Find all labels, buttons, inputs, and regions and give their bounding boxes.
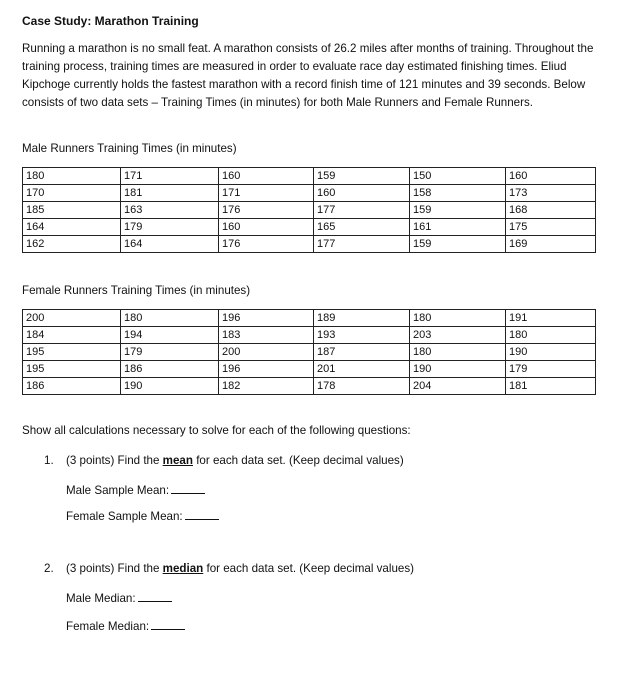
table-cell: 180 xyxy=(121,310,219,327)
table-cell: 203 xyxy=(410,327,506,344)
table-cell: 160 xyxy=(314,185,410,202)
table-cell: 185 xyxy=(23,202,121,219)
table-cell: 180 xyxy=(410,310,506,327)
question-prefix: (3 points) Find the xyxy=(66,562,163,575)
table-cell: 180 xyxy=(23,168,121,185)
table-cell: 191 xyxy=(506,310,596,327)
table-row xyxy=(23,361,596,378)
table-cell: 150 xyxy=(410,168,506,185)
table-cell: 195 xyxy=(23,344,121,361)
answer-blank xyxy=(171,482,205,494)
answer-blank xyxy=(151,618,185,630)
table-row xyxy=(23,344,596,361)
table-cell: 159 xyxy=(410,236,506,253)
answer-blank xyxy=(138,590,172,602)
answer-blank xyxy=(185,508,219,520)
table-cell: 193 xyxy=(314,327,410,344)
table-cell: 183 xyxy=(219,327,314,344)
table-row xyxy=(23,378,596,395)
table-cell: 181 xyxy=(121,185,219,202)
question-keyword: median xyxy=(162,562,204,575)
table-cell: 182 xyxy=(219,378,314,395)
questions-instructions: Show all calculations necessary to solve for each of the following questions: xyxy=(22,424,411,437)
table-cell: 177 xyxy=(314,202,410,219)
question-1 xyxy=(44,454,404,467)
table-row xyxy=(23,185,596,202)
table-row xyxy=(23,236,596,253)
table-cell: 171 xyxy=(219,185,314,202)
question-suffix: for each data set. (Keep decimal values) xyxy=(192,454,404,467)
question-keyword: mean xyxy=(162,454,193,467)
male-mean-answer xyxy=(66,482,205,497)
female-table-caption: Female Runners Training Times (in minutes) xyxy=(22,284,251,297)
male-table-caption: Male Runners Training Times (in minutes) xyxy=(22,142,237,155)
table-cell: 194 xyxy=(121,327,219,344)
table-cell: 187 xyxy=(314,344,410,361)
table-cell: 196 xyxy=(219,361,314,378)
table-cell: 190 xyxy=(410,361,506,378)
table-cell: 164 xyxy=(23,219,121,236)
answer-label: Female Median: xyxy=(66,620,150,633)
female-median-answer xyxy=(66,618,185,633)
female-times-table xyxy=(22,309,596,395)
table-cell: 162 xyxy=(23,236,121,253)
table-row xyxy=(23,202,596,219)
table-cell: 186 xyxy=(121,361,219,378)
table-row xyxy=(23,327,596,344)
table-cell: 189 xyxy=(314,310,410,327)
table-cell: 200 xyxy=(23,310,121,327)
table-cell: 200 xyxy=(219,344,314,361)
page-title: Case Study: Marathon Training xyxy=(22,14,199,28)
table-cell: 176 xyxy=(219,202,314,219)
male-times-table xyxy=(22,167,596,253)
table-cell: 168 xyxy=(506,202,596,219)
table-cell: 184 xyxy=(23,327,121,344)
question-number: 2. xyxy=(44,562,54,575)
table-cell: 179 xyxy=(506,361,596,378)
table-cell: 176 xyxy=(219,236,314,253)
male-median-answer xyxy=(66,590,172,605)
table-cell: 161 xyxy=(410,219,506,236)
table-cell: 180 xyxy=(410,344,506,361)
question-number: 1. xyxy=(44,454,54,467)
table-cell: 164 xyxy=(121,236,219,253)
table-cell: 180 xyxy=(506,327,596,344)
question-2 xyxy=(44,562,414,575)
table-cell: 173 xyxy=(506,185,596,202)
table-cell: 181 xyxy=(506,378,596,395)
table-cell: 179 xyxy=(121,344,219,361)
table-cell: 158 xyxy=(410,185,506,202)
table-cell: 195 xyxy=(23,361,121,378)
table-cell: 201 xyxy=(314,361,410,378)
table-cell: 196 xyxy=(219,310,314,327)
answer-label: Female Sample Mean: xyxy=(66,510,183,523)
table-cell: 178 xyxy=(314,378,410,395)
table-cell: 177 xyxy=(314,236,410,253)
table-row xyxy=(23,219,596,236)
table-cell: 160 xyxy=(506,168,596,185)
table-cell: 165 xyxy=(314,219,410,236)
table-cell: 171 xyxy=(121,168,219,185)
table-cell: 163 xyxy=(121,202,219,219)
table-cell: 160 xyxy=(219,168,314,185)
table-cell: 159 xyxy=(314,168,410,185)
table-cell: 169 xyxy=(506,236,596,253)
question-suffix: for each data set. (Keep decimal values) xyxy=(203,562,414,575)
table-cell: 160 xyxy=(219,219,314,236)
table-cell: 159 xyxy=(410,202,506,219)
answer-label: Male Median: xyxy=(66,592,136,605)
intro-paragraph: Running a marathon is no small feat. A marathon consists of 26.2 miles after months of training. Throughout the training process, training times are measured in order to evaluate race day estimated finishing times. Eliud Kipchoge currently holds the fastest marathon with a record finish time of 121 minutes and 39 seconds. Below consists of two data sets – Training Times (in minutes) for both Male Runners and Female Runners. xyxy=(22,42,594,109)
female-mean-answer xyxy=(66,508,219,523)
table-cell: 190 xyxy=(121,378,219,395)
question-prefix: (3 points) Find the xyxy=(66,454,163,467)
table-row xyxy=(23,168,596,185)
table-row xyxy=(23,310,596,327)
table-cell: 170 xyxy=(23,185,121,202)
table-cell: 179 xyxy=(121,219,219,236)
table-cell: 175 xyxy=(506,219,596,236)
table-cell: 190 xyxy=(506,344,596,361)
table-cell: 186 xyxy=(23,378,121,395)
table-cell: 204 xyxy=(410,378,506,395)
answer-label: Male Sample Mean: xyxy=(66,484,170,497)
